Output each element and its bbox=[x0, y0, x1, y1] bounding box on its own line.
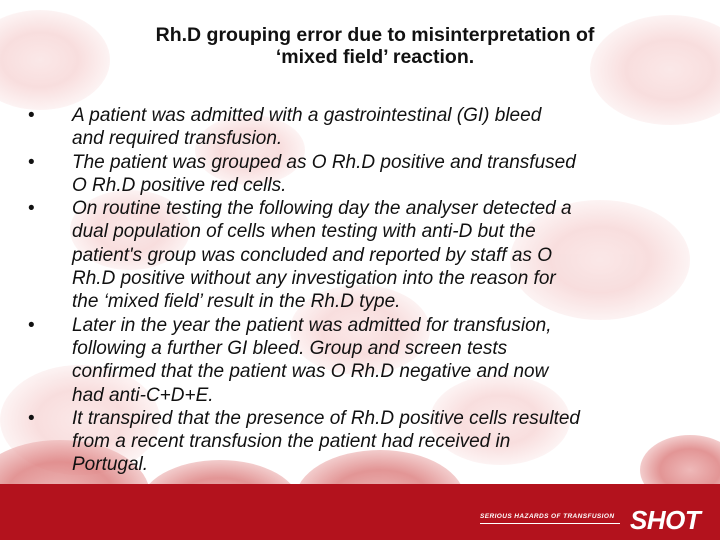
bullet-text-line: had anti-C+D+E. bbox=[72, 384, 214, 406]
title-line: Rh.D grouping error due to misinterpretation of bbox=[155, 24, 595, 46]
bullet-text-line: A patient was admitted with a gastrointestinal (GI) bleed bbox=[72, 105, 542, 126]
slide-title bbox=[100, 24, 650, 68]
bullet-text-line: On routine testing the following day the analyser detected a bbox=[72, 198, 572, 220]
bullet-icon: • bbox=[28, 314, 35, 336]
bullet-item bbox=[28, 407, 688, 477]
bullet-text-line: dual population of cells when testing with anti-D but the bbox=[72, 221, 536, 243]
bullet-text-line: Later in the year the patient was admitted for transfusion, bbox=[72, 314, 552, 336]
bullet-icon: • bbox=[28, 407, 35, 429]
bullet-icon: • bbox=[28, 105, 35, 126]
footer-divider bbox=[480, 523, 620, 524]
bullet-item bbox=[28, 197, 688, 313]
bullet-text-line: confirmed that the patient was O Rh.D negative and now bbox=[72, 361, 549, 383]
bullet-item bbox=[28, 314, 688, 407]
bullet-list bbox=[28, 104, 688, 477]
title-line: ‘mixed field’ reaction. bbox=[275, 46, 475, 68]
footer-bar bbox=[0, 484, 720, 540]
bullet-icon: • bbox=[28, 151, 35, 173]
bullet-text-line: Portugal. bbox=[72, 454, 149, 476]
bullet-text-line: O Rh.D positive red cells. bbox=[72, 174, 287, 196]
bullet-icon: • bbox=[28, 198, 35, 220]
shot-logo: SHOT bbox=[630, 505, 701, 535]
bullet-text-line: Rh.D positive without any investigation into the reason for bbox=[72, 268, 556, 290]
bullet-text-line: patient's group was concluded and reported by staff as O bbox=[72, 244, 552, 266]
bullet-text-line: It transpired that the presence of Rh.D positive cells resulted bbox=[72, 407, 580, 429]
bullet-item bbox=[28, 151, 688, 198]
bullet-item bbox=[28, 104, 688, 151]
bullet-text-line: and required transfusion. bbox=[72, 128, 283, 150]
footer-tagline: SERIOUS HAZARDS OF TRANSFUSION bbox=[480, 513, 615, 520]
bullet-text-line: the ‘mixed field’ result in the Rh.D type. bbox=[72, 291, 401, 313]
bullet-text-line: from a recent transfusion the patient had received in bbox=[72, 431, 511, 453]
bullet-text-line: following a further GI bleed. Group and screen tests bbox=[72, 337, 508, 359]
bullet-text-line: The patient was grouped as O Rh.D positive and transfused bbox=[72, 151, 576, 173]
